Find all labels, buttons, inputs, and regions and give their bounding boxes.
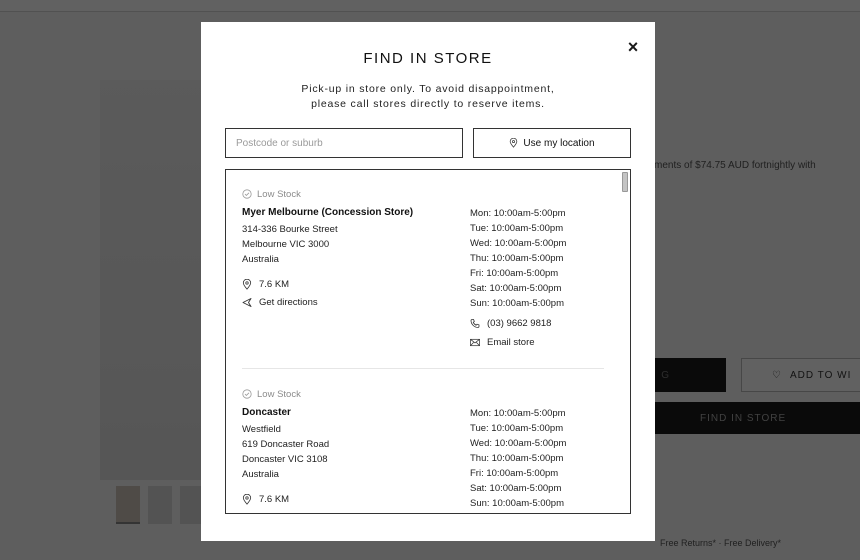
email-store-link[interactable]: [470, 333, 604, 352]
store-results-list[interactable]: [225, 169, 631, 514]
hours-line: Sun: 10:00am-5:00pm: [470, 298, 565, 309]
address-line: 619 Doncaster Road: [242, 439, 330, 450]
get-directions-label: Get directions: [259, 296, 318, 308]
get-directions-link[interactable]: [242, 293, 470, 311]
phone-number: (03) 9662 9818: [487, 318, 552, 329]
hours-line: Sat: 10:00am-5:00pm: [470, 283, 562, 294]
store-distance: [242, 490, 470, 508]
opening-hours: [470, 206, 604, 311]
store-distance: [242, 275, 470, 293]
results-scrollbar[interactable]: [622, 172, 628, 511]
address-line: Doncaster VIC 3108: [242, 454, 328, 465]
store-item: [242, 188, 604, 352]
subtitle-line: Pick-up in store only. To avoid disappointment,: [301, 83, 555, 95]
subtitle-line: please call stores directly to reserve items.: [311, 98, 545, 110]
address-line: Australia: [242, 254, 279, 265]
hours-line: Fri: 10:00am-5:00pm: [470, 268, 559, 279]
store-divider: [242, 368, 604, 369]
hours-line: Mon: 10:00am-5:00pm: [470, 208, 566, 219]
store-address: [242, 222, 470, 267]
stock-status: [242, 388, 604, 400]
store-address: [242, 422, 470, 482]
hours-line: Tue: 10:00am-5:00pm: [470, 223, 564, 234]
hours-line: Mon: 10:00am-5:00pm: [470, 408, 566, 419]
postcode-search-input[interactable]: [225, 128, 463, 158]
check-circle-icon: [242, 389, 252, 399]
address-line: Australia: [242, 469, 279, 480]
scrollbar-thumb[interactable]: [622, 172, 628, 192]
check-circle-icon: [242, 189, 252, 199]
hours-line: Sat: 10:00am-5:00pm: [470, 483, 562, 494]
use-my-location-button[interactable]: [473, 128, 631, 158]
phone-link[interactable]: [470, 314, 604, 333]
address-line: Westfield: [242, 424, 281, 435]
address-line: 314-336 Bourke Street: [242, 224, 338, 235]
distance-label: 7.6 KM: [259, 278, 290, 290]
hours-line: Thu: 10:00am-5:00pm: [470, 253, 564, 264]
stock-status-label: Low Stock: [257, 188, 301, 200]
store-name: Doncaster: [242, 407, 291, 418]
store-name: Myer Melbourne (Concession Store): [242, 207, 414, 218]
navigation-arrow-icon: [242, 297, 252, 308]
find-in-store-modal: [201, 22, 655, 541]
stock-status-label: Low Stock: [257, 388, 301, 400]
opening-hours: [470, 406, 604, 511]
modal-title: FIND IN STORE: [363, 50, 493, 67]
close-icon[interactable]: ×: [627, 37, 639, 57]
hours-line: Tue: 10:00am-5:00pm: [470, 423, 564, 434]
store-item: [242, 388, 604, 511]
stock-status: [242, 188, 604, 200]
envelope-icon: [470, 337, 480, 348]
distance-label: 7.6 KM: [259, 493, 290, 505]
hours-line: Sun: 10:00am-5:00pm: [470, 498, 565, 509]
email-store-label: Email store: [487, 337, 535, 348]
phone-icon: [470, 318, 480, 329]
use-my-location-label: Use my location: [523, 137, 595, 149]
address-line: Melbourne VIC 3000: [242, 239, 330, 250]
map-pin-icon: [509, 138, 518, 148]
hours-line: Wed: 10:00am-5:00pm: [470, 238, 567, 249]
map-pin-icon: [242, 279, 252, 290]
modal-subtitle: [201, 82, 655, 112]
hours-line: Thu: 10:00am-5:00pm: [470, 453, 564, 464]
map-pin-icon: [242, 494, 252, 505]
hours-line: Wed: 10:00am-5:00pm: [470, 438, 567, 449]
hours-line: Fri: 10:00am-5:00pm: [470, 468, 559, 479]
